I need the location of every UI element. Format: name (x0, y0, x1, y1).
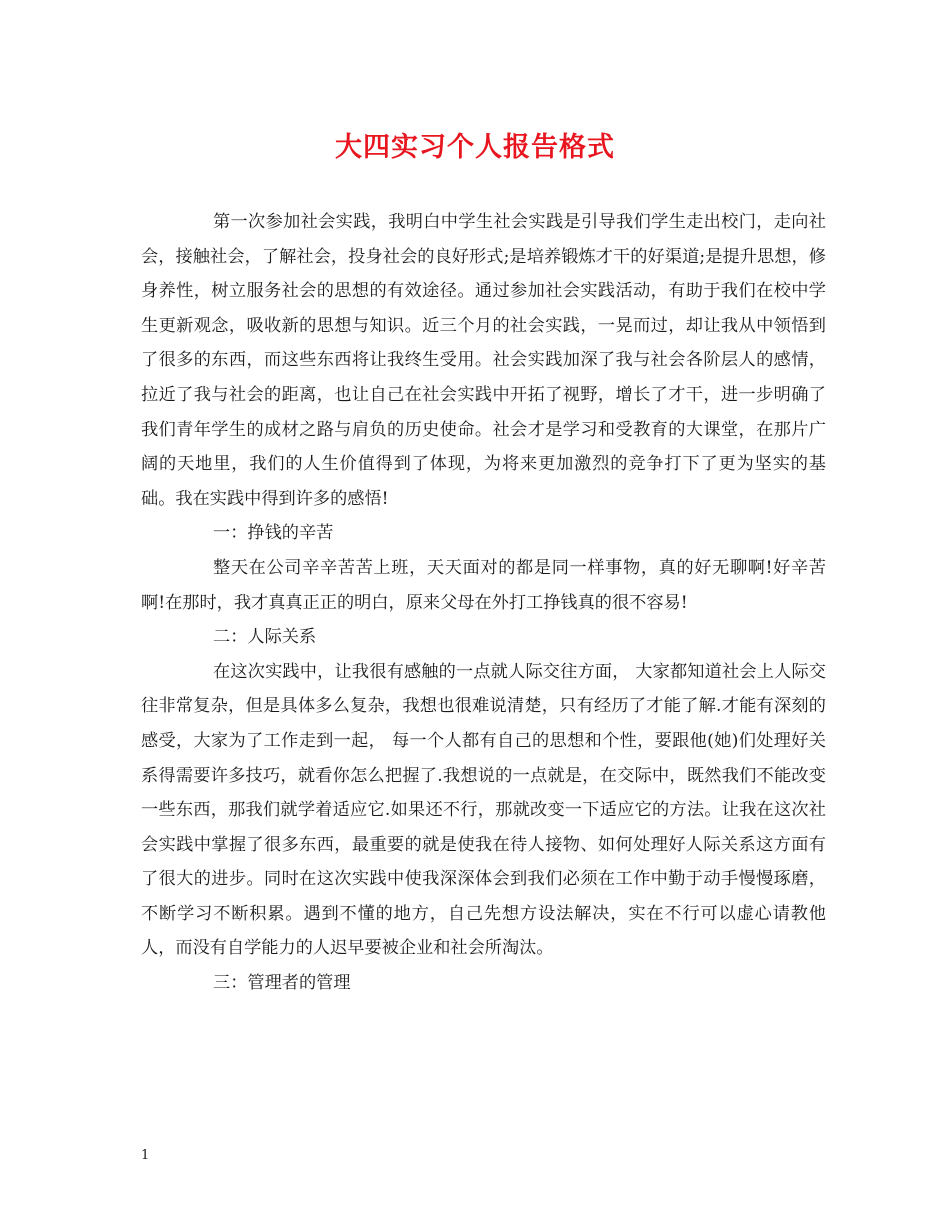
page-number: 1 (141, 1148, 150, 1163)
section-heading-2: 二：人际关系 (213, 627, 317, 648)
document-body (141, 205, 826, 1001)
section-heading-1: 一：挣钱的辛苦 (213, 523, 334, 544)
paragraph-intro: 第一次参加社会实践，我明白中学生社会实践是引导我们学生走出校门，走向社会，接触社会，了解社会，投身社会的良好形式;是培养锻炼才干的好渠道;是提升思想，修身养性，树立服务社会的思想的有效途径。通过参加社会实践活动，有助于我们在校中学生更新观念，吸收新的思想与知识。近三个月的社会实践，一晃而过，却让我从中领悟到了很多的东西，而这些东西将让我终生受用。社会实践加深了我与社会各阶层人的感情，拉近了我与社会的距离，也让自己在社会实践中开拓了视野，增长了才干，进一步明确了我们青年学生的成材之路与肩负的历史使命。社会才是学习和受教育的大课堂，在那片广阔的天地里，我们的人生价值得到了体现，为将来更加激烈的竞争打下了更为坚实的基础。我在实践中得到许多的感悟! (141, 212, 826, 509)
paragraph-section-2: 在这次实践中，让我很有感触的一点就人际交往方面， 大家都知道社会上人际交往非常复杂，但是具体多么复杂，我想也很难说清楚，只有经历了才能了解.才能有深刻的感受，大家为了工作走到一起， 每一个人都有自己的思想和个性，要跟他(她)们处理好关系得需要许多技巧，就看你怎么把握了.我想说的一点就是，在交际中，既然我们不能改变一些东西，那我们就学着适应它.如果还不行，那就改变一下适应它的方法。让我在这次社会实践中掌握了很多东西，最重要的就是使我在待人接物、如何处理好人际关系这方面有了很大的进步。同时在这次实践中使我深深体会到我们必须在工作中勤于动手慢慢琢磨，不断学习不断积累。遇到不懂的地方，自己先想方设法解决，实在不行可以虚心请教他人，而没有自学能力的人迟早要被企业和社会所淘汰。 (141, 661, 826, 959)
section-heading-3: 三：管理者的管理 (213, 973, 351, 994)
paragraph-section-1: 整天在公司辛辛苦苦上班，天天面对的都是同一样事物，真的好无聊啊!好辛苦啊!在那时，我才真真正正的明白，原来父母在外打工挣钱真的很不容易! (141, 557, 826, 613)
document-title: 大四实习个人报告格式 (335, 132, 615, 163)
